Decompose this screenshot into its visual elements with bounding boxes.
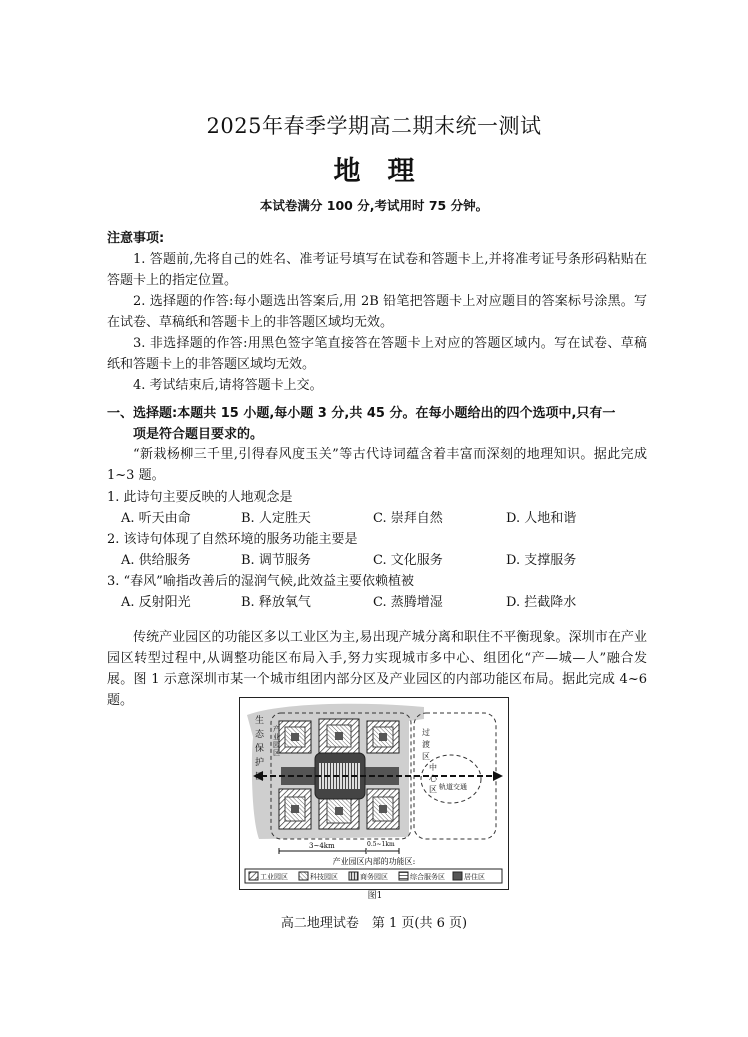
exam-title: 2025年春季学期高二期末统一测试	[206, 114, 542, 138]
legend-residential: 居住区	[464, 873, 485, 881]
subject-title: 地 理	[333, 156, 415, 187]
center-label-1: 中	[429, 763, 437, 772]
notice-item: 4. 考试结束后,请将答题卡上交。	[133, 378, 323, 393]
question-3-option-d: D. 拦截降水	[506, 595, 577, 610]
section-heading: 一、选择题:本题共 15 小题,每小题 3 分,共 45 分。在每小题给出的四个选项中,只有一	[107, 406, 616, 421]
figure-caption: 图1	[367, 891, 383, 901]
question-1-option-d: D. 人地和谐	[506, 511, 577, 526]
question-1-option-c: C. 崇拜自然	[373, 511, 443, 526]
question-2-option-c: C. 文化服务	[373, 553, 443, 568]
legend-title: 产业园区内部的功能区:	[332, 857, 416, 866]
notice-heading: 注意事项:	[107, 231, 165, 246]
page-footer: 高二地理试卷 第 1 页(共 6 页)	[280, 916, 468, 931]
question-3-option-c: C. 蒸腾增湿	[373, 595, 443, 610]
transition-label-1: 过	[422, 728, 430, 737]
question-2-option-d: D. 支撑服务	[506, 553, 577, 568]
passage-2: 传统产业园区的功能区多以工业区为主,易出现产城分离和职住不平衡现象。深圳市在产业园区转型过程中,从调整功能区布局入手,努力实现城市多中心、组团化“产—城—人”融合发展。图 1 示意深圳市某一个城市组团内部分区及产业园区的内部功能区布局。据此完成 4~6 题。	[107, 630, 647, 708]
question-1-option-a: A. 听天由命	[121, 511, 191, 526]
notice-item: 2. 选择题的作答:每小题选出答案后,用 2B 铅笔把答题卡上对应题目的答案标号涂黑。写在试卷、草稿纸和答题卡上的非答题区域均无效。	[107, 294, 647, 330]
passage-1: “新栽杨柳三千里,引得春风度玉关”等古代诗词蕴含着丰富而深刻的地理知识。据此完成 1~3 题。	[107, 447, 647, 483]
park-label-3: 园	[273, 741, 280, 749]
transition-label-3: 区	[422, 752, 430, 761]
center-label-2: 心	[429, 774, 437, 783]
question-2-stem: 2. 该诗句体现了自然环境的服务功能主要是	[107, 532, 358, 547]
notice-item: 1. 答题前,先将自己的姓名、准考证号填写在试卷和答题卡上,并将准考证号条形码粘贴在答题卡上的指定位置。	[107, 252, 647, 288]
question-2-option-a: A. 供给服务	[121, 553, 191, 568]
rail-label: 轨道交通	[439, 783, 467, 791]
question-3-option-a: A. 反射阳光	[121, 595, 191, 610]
scale-label-1: 3~4km	[309, 842, 335, 850]
park-label-2: 业	[273, 733, 280, 741]
section-heading-cont: 项是符合题目要求的。	[133, 427, 264, 442]
notice-item: 3. 非选择题的作答:用黑色签字笔直接答在答题卡上对应的答题区域内。写在试卷、草稿纸和答题卡上的非答题区域均无效。	[107, 336, 647, 372]
question-2-option-b: B. 调节服务	[241, 553, 311, 568]
park-label-4: 区	[273, 749, 280, 757]
question-3-option-b: B. 释放氧气	[241, 595, 311, 610]
question-3-stem: 3. “春风”喻指改善后的湿润气候,此效益主要依赖植被	[107, 574, 414, 589]
eco-label-5: 区	[255, 772, 265, 782]
eco-label-3: 保	[255, 744, 265, 754]
question-1-stem: 1. 此诗句主要反映的人地观念是	[107, 490, 293, 505]
legend-tech: 科技园区	[310, 873, 338, 881]
scale-label-2: 0.5~1km	[367, 841, 395, 848]
park-label-1: 产	[273, 725, 280, 733]
legend-business: 商务园区	[360, 873, 388, 881]
legend-service: 综合服务区	[410, 873, 445, 881]
figure-1-diagram	[239, 697, 509, 890]
question-1-option-b: B. 人定胜天	[241, 511, 311, 526]
eco-label-2: 态	[255, 730, 265, 740]
eco-label-1: 生	[255, 716, 265, 726]
eco-label-4: 护	[255, 758, 265, 768]
center-label-3: 区	[429, 785, 437, 794]
transition-label-2: 渡	[422, 740, 430, 749]
score-line: 本试卷满分 100 分,考试用时 75 分钟。	[259, 198, 489, 213]
legend-industrial: 工业园区	[260, 873, 288, 881]
